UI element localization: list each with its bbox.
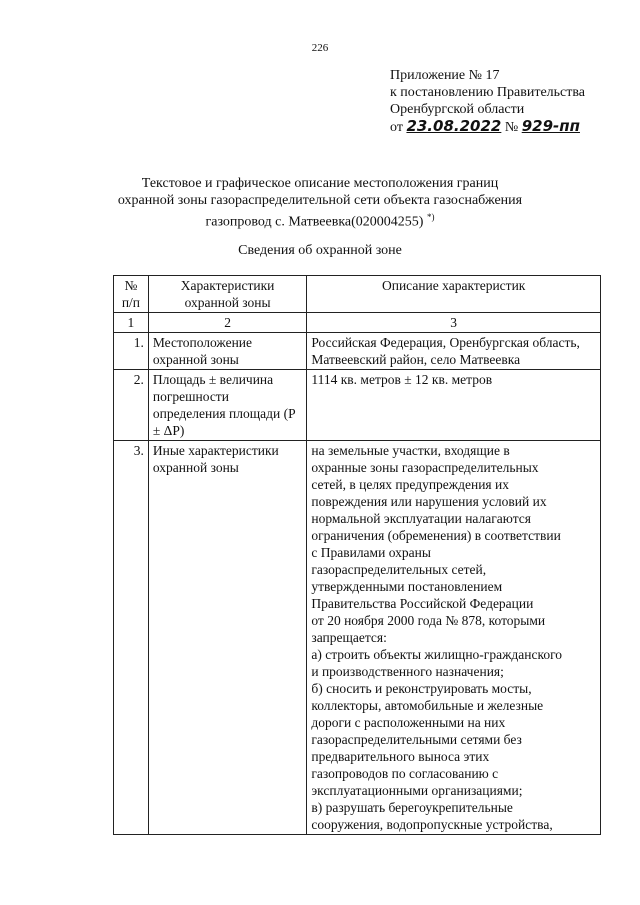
row-num: 2. [114,370,149,441]
appendix-line2: к постановлению Правительства [390,85,586,100]
column-number: 2 [148,313,307,333]
number-prefix: № [504,120,519,135]
appendix-line3: Оренбургской области [390,102,525,117]
date-prefix: от [390,120,403,135]
zone-table [113,275,601,835]
row-characteristic: Площадь ± величина погрешности определения площади (P ± ΔP) [148,370,307,441]
row-description: на земельные участки, входящие в охранные зоны газораспределительных сетей, в целях предупреждения их повреждения или нарушения условий их нормальной эксплуатации налагаются ограничения (обременения) в соответствии с Правилами охраны газораспределительных сетей, утвержденными постановлением Правительства Российской Федерации от 20 ноября 2000 года № 878, которыми запрещается: а) строить объекты жилищно-гражданского и производственного назначения; б) сносить и реконструировать мосты, коллекторы, автомобильные и железные дороги с расположенными на них газораспределительными сетями без предварительного выноса этих газопроводов по согласованию с эксплуатационными организациями; в) разрушать берегоукрепительные сооружения, водопропускные устройства, [307,441,601,835]
appendix-line1: Приложение № 17 [390,68,500,83]
table-header-row [114,276,601,313]
handwritten-date: 23.08.2022 [406,117,502,135]
column-number: 1 [114,313,149,333]
row-description: 1114 кв. метров ± 12 кв. метров [307,370,601,441]
table-row [114,333,601,370]
footnote-mark: *) [426,212,435,222]
table-row [114,441,601,835]
appendix-block [390,67,585,136]
title-line3-wrap [100,209,540,231]
page-number: 226 [311,42,329,54]
title-line1: Текстовое и графическое описание местоположения границ [141,176,499,191]
table-row [114,370,601,441]
header-description: Описание характеристик [307,276,601,313]
title-line3: газопровод с. Матвеевка(020004255) [205,214,424,230]
header-num: № п/п [114,276,149,313]
header-characteristic: Характеристики охранной зоны [148,276,307,313]
row-characteristic: Иные характеристики охранной зоны [148,441,307,835]
row-characteristic: Местоположение охранной зоны [148,333,307,370]
title-line2: охранной зоны газораспределительной сети объекта газоснабжения [117,193,523,208]
appendix-date-line [390,118,585,136]
handwritten-number: 929-пп [521,117,580,135]
row-num: 1. [114,333,149,370]
document-title [100,175,540,231]
row-num: 3. [114,441,149,835]
column-number: 3 [307,313,601,333]
column-number-row [114,313,601,333]
section-subtitle: Сведения об охранной зоне [238,243,402,258]
row-description: Российская Федерация, Оренбургская область, Матвеевский район, село Матвеевка [307,333,601,370]
